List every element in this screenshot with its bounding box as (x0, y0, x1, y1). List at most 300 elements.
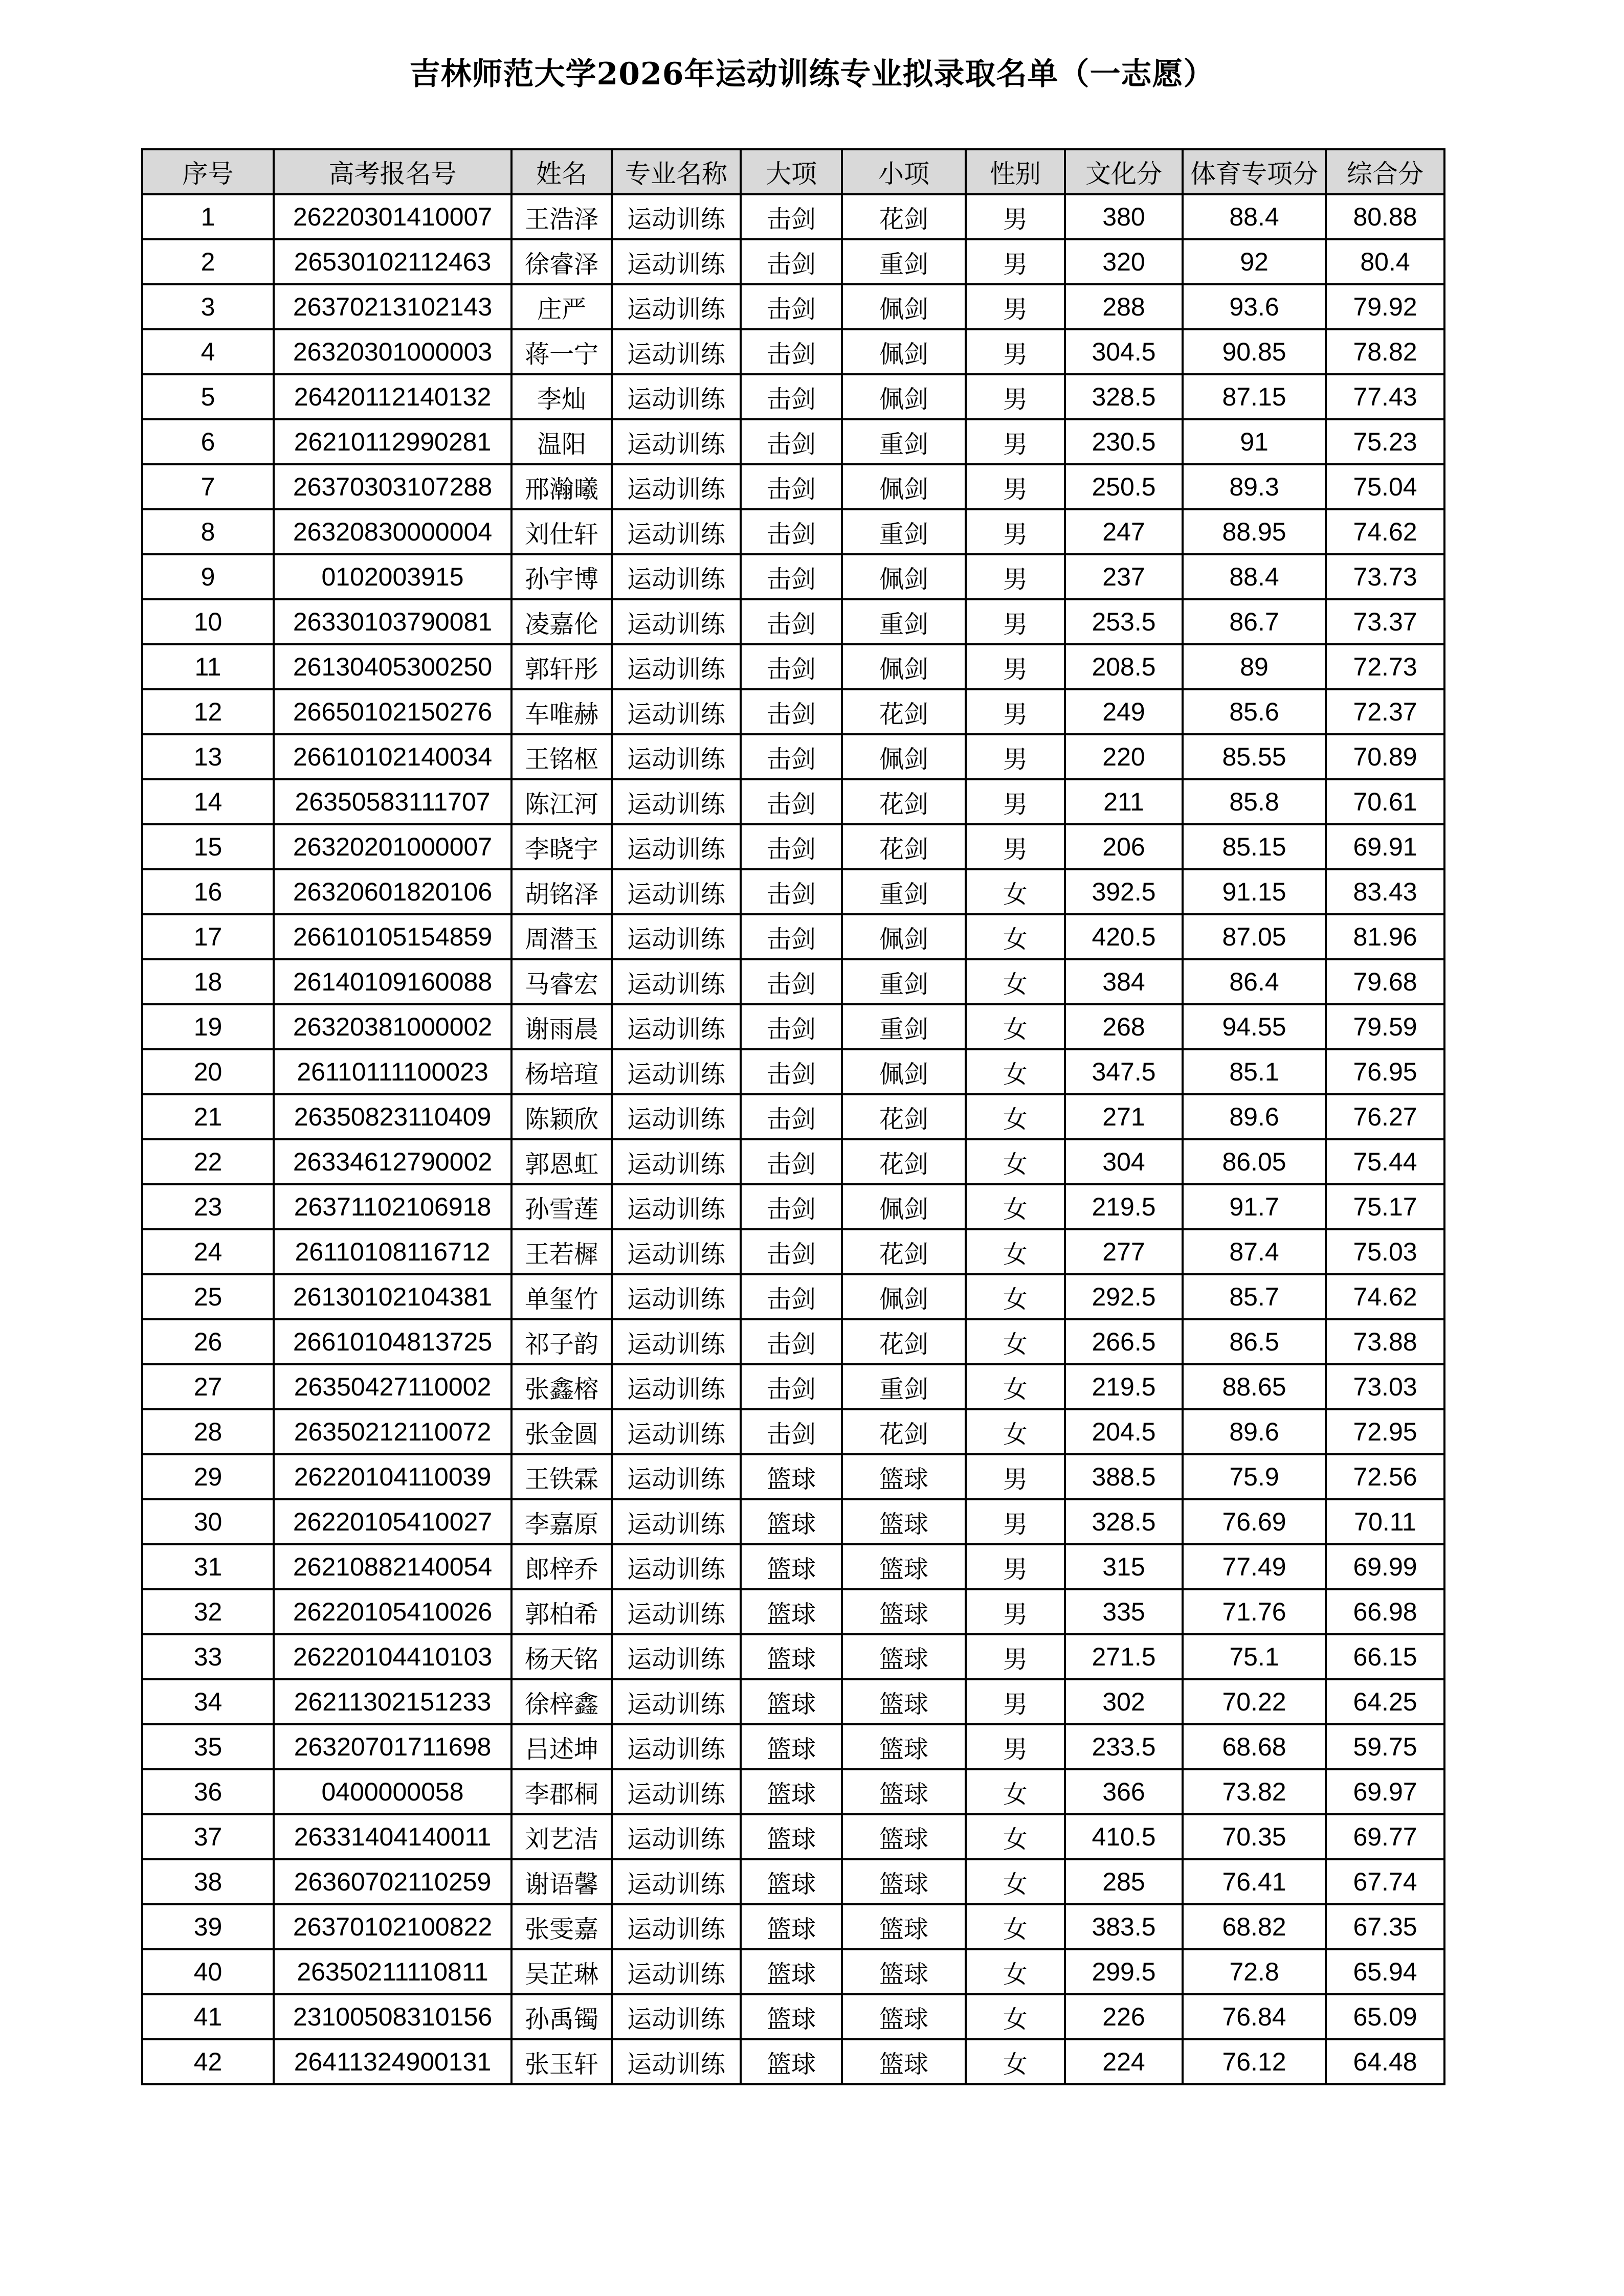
cell-subcategory: 篮球 (842, 1904, 966, 1949)
cell-exam-id: 26130405300250 (274, 644, 511, 689)
cell-total-score: 76.95 (1326, 1049, 1444, 1094)
cell-subcategory: 重剑 (842, 509, 966, 554)
cell-subcategory: 花剑 (842, 1319, 966, 1364)
cell-sport-score: 91.7 (1183, 1184, 1326, 1229)
table-row (142, 509, 1444, 554)
cell-name: 杨培瑄 (511, 1049, 612, 1094)
cell-category: 击剑 (741, 869, 842, 914)
table-row (142, 1994, 1444, 2039)
cell-category: 击剑 (741, 554, 842, 599)
cell-culture-score: 237 (1065, 554, 1183, 599)
cell-gender: 男 (966, 329, 1065, 374)
cell-culture-score: 384 (1065, 959, 1183, 1004)
cell-name: 郎梓乔 (511, 1544, 612, 1589)
header-col-seq: 序号 (142, 149, 274, 194)
cell-sport-score: 72.8 (1183, 1949, 1326, 1994)
cell-total-score: 66.15 (1326, 1634, 1444, 1679)
cell-culture-score: 206 (1065, 824, 1183, 869)
cell-total-score: 73.03 (1326, 1364, 1444, 1409)
cell-major: 运动训练 (612, 734, 741, 779)
cell-category: 击剑 (741, 284, 842, 329)
cell-major: 运动训练 (612, 1049, 741, 1094)
table-body (142, 194, 1444, 2084)
header-row (142, 149, 1444, 194)
cell-culture-score: 249 (1065, 689, 1183, 734)
cell-exam-id: 26610105154859 (274, 914, 511, 959)
cell-culture-score: 271 (1065, 1094, 1183, 1139)
cell-gender: 女 (966, 1904, 1065, 1949)
cell-major: 运动训练 (612, 284, 741, 329)
cell-category: 击剑 (741, 1274, 842, 1319)
cell-subcategory: 篮球 (842, 1724, 966, 1769)
cell-name: 单玺竹 (511, 1274, 612, 1319)
cell-sport-score: 85.15 (1183, 824, 1326, 869)
cell-subcategory: 重剑 (842, 1364, 966, 1409)
cell-major: 运动训练 (612, 1949, 741, 1994)
cell-seq: 32 (142, 1589, 274, 1634)
cell-exam-id: 26320301000003 (274, 329, 511, 374)
page-title: 吉林师范大学2026年运动训练专业拟录取名单（一志愿） (409, 56, 1215, 92)
cell-total-score: 70.11 (1326, 1499, 1444, 1544)
cell-sport-score: 85.1 (1183, 1049, 1326, 1094)
header-col-gender: 性别 (966, 149, 1065, 194)
cell-category: 击剑 (741, 644, 842, 689)
header-col-category: 大项 (741, 149, 842, 194)
cell-exam-id: 26331404140011 (274, 1814, 511, 1859)
cell-seq: 9 (142, 554, 274, 599)
cell-category: 篮球 (741, 1499, 842, 1544)
cell-category: 击剑 (741, 1229, 842, 1274)
table-row (142, 194, 1444, 239)
cell-seq: 19 (142, 1004, 274, 1049)
cell-subcategory: 佩剑 (842, 914, 966, 959)
cell-major: 运动训练 (612, 1184, 741, 1229)
cell-culture-score: 204.5 (1065, 1409, 1183, 1454)
cell-sport-score: 88.65 (1183, 1364, 1326, 1409)
table-row (142, 689, 1444, 734)
cell-sport-score: 86.4 (1183, 959, 1326, 1004)
cell-seq: 12 (142, 689, 274, 734)
cell-culture-score: 247 (1065, 509, 1183, 554)
cell-subcategory: 花剑 (842, 779, 966, 824)
cell-seq: 17 (142, 914, 274, 959)
cell-gender: 女 (966, 1139, 1065, 1184)
cell-major: 运动训练 (612, 2039, 741, 2084)
table-row (142, 1949, 1444, 1994)
cell-exam-id: 26210112990281 (274, 419, 511, 464)
table-row (142, 1364, 1444, 1409)
table-row (142, 1859, 1444, 1904)
cell-subcategory: 佩剑 (842, 374, 966, 419)
cell-exam-id: 26220301410007 (274, 194, 511, 239)
cell-gender: 男 (966, 779, 1065, 824)
table-row (142, 1589, 1444, 1634)
cell-total-score: 70.89 (1326, 734, 1444, 779)
cell-gender: 男 (966, 1634, 1065, 1679)
cell-sport-score: 85.7 (1183, 1274, 1326, 1319)
cell-subcategory: 重剑 (842, 239, 966, 284)
cell-major: 运动训练 (612, 374, 741, 419)
cell-subcategory: 篮球 (842, 1634, 966, 1679)
cell-name: 周潜玉 (511, 914, 612, 959)
cell-category: 篮球 (741, 1589, 842, 1634)
table-row (142, 1544, 1444, 1589)
cell-name: 孙禹镯 (511, 1994, 612, 2039)
cell-category: 篮球 (741, 1949, 842, 1994)
cell-subcategory: 篮球 (842, 1499, 966, 1544)
cell-subcategory: 篮球 (842, 1769, 966, 1814)
cell-seq: 11 (142, 644, 274, 689)
cell-subcategory: 重剑 (842, 599, 966, 644)
cell-name: 陈江河 (511, 779, 612, 824)
cell-major: 运动训练 (612, 1679, 741, 1724)
cell-name: 邢瀚曦 (511, 464, 612, 509)
cell-name: 车唯赫 (511, 689, 612, 734)
table-row (142, 1139, 1444, 1184)
cell-name: 郭轩彤 (511, 644, 612, 689)
cell-sport-score: 71.76 (1183, 1589, 1326, 1634)
cell-culture-score: 299.5 (1065, 1949, 1183, 1994)
cell-category: 击剑 (741, 959, 842, 1004)
cell-culture-score: 230.5 (1065, 419, 1183, 464)
cell-name: 李晓宇 (511, 824, 612, 869)
cell-sport-score: 86.5 (1183, 1319, 1326, 1364)
cell-total-score: 72.37 (1326, 689, 1444, 734)
cell-exam-id: 26334612790002 (274, 1139, 511, 1184)
cell-seq: 20 (142, 1049, 274, 1094)
cell-exam-id: 26140109160088 (274, 959, 511, 1004)
cell-culture-score: 208.5 (1065, 644, 1183, 689)
cell-exam-id: 26220104410103 (274, 1634, 511, 1679)
cell-culture-score: 219.5 (1065, 1364, 1183, 1409)
cell-seq: 3 (142, 284, 274, 329)
cell-category: 篮球 (741, 1679, 842, 1724)
table-row (142, 1049, 1444, 1094)
cell-total-score: 59.75 (1326, 1724, 1444, 1769)
cell-major: 运动训练 (612, 1319, 741, 1364)
cell-major: 运动训练 (612, 1544, 741, 1589)
cell-culture-score: 219.5 (1065, 1184, 1183, 1229)
cell-sport-score: 87.15 (1183, 374, 1326, 419)
cell-exam-id: 26360702110259 (274, 1859, 511, 1904)
cell-name: 温阳 (511, 419, 612, 464)
cell-seq: 27 (142, 1364, 274, 1409)
cell-total-score: 78.82 (1326, 329, 1444, 374)
cell-sport-score: 77.49 (1183, 1544, 1326, 1589)
cell-exam-id: 26320381000002 (274, 1004, 511, 1049)
cell-name: 蒋一宁 (511, 329, 612, 374)
cell-exam-id: 26350823110409 (274, 1094, 511, 1139)
cell-category: 篮球 (741, 1544, 842, 1589)
cell-culture-score: 271.5 (1065, 1634, 1183, 1679)
header-col-culture-score: 文化分 (1065, 149, 1183, 194)
cell-subcategory: 篮球 (842, 1679, 966, 1724)
cell-name: 李嘉原 (511, 1499, 612, 1544)
cell-gender: 女 (966, 1769, 1065, 1814)
cell-category: 击剑 (741, 734, 842, 779)
cell-exam-id: 26320701711698 (274, 1724, 511, 1769)
cell-seq: 36 (142, 1769, 274, 1814)
header-col-major: 专业名称 (612, 149, 741, 194)
cell-culture-score: 253.5 (1065, 599, 1183, 644)
cell-name: 谢雨晨 (511, 1004, 612, 1049)
cell-seq: 40 (142, 1949, 274, 1994)
cell-sport-score: 76.69 (1183, 1499, 1326, 1544)
table-row (142, 419, 1444, 464)
cell-name: 张玉轩 (511, 2039, 612, 2084)
cell-exam-id: 26350583111707 (274, 779, 511, 824)
cell-gender: 男 (966, 419, 1065, 464)
table-row (142, 644, 1444, 689)
cell-gender: 女 (966, 1049, 1065, 1094)
cell-subcategory: 佩剑 (842, 734, 966, 779)
cell-name: 徐睿泽 (511, 239, 612, 284)
cell-subcategory: 佩剑 (842, 1274, 966, 1319)
cell-category: 击剑 (741, 1139, 842, 1184)
cell-seq: 13 (142, 734, 274, 779)
cell-sport-score: 86.05 (1183, 1139, 1326, 1184)
cell-major: 运动训练 (612, 509, 741, 554)
table-row (142, 869, 1444, 914)
cell-culture-score: 380 (1065, 194, 1183, 239)
cell-sport-score: 93.6 (1183, 284, 1326, 329)
cell-seq: 22 (142, 1139, 274, 1184)
table-row (142, 1229, 1444, 1274)
cell-culture-score: 233.5 (1065, 1724, 1183, 1769)
cell-subcategory: 佩剑 (842, 329, 966, 374)
table-row (142, 1184, 1444, 1229)
cell-category: 击剑 (741, 599, 842, 644)
cell-gender: 女 (966, 1004, 1065, 1049)
cell-category: 击剑 (741, 1004, 842, 1049)
table-row (142, 1274, 1444, 1319)
cell-seq: 33 (142, 1634, 274, 1679)
cell-gender: 男 (966, 374, 1065, 419)
cell-gender: 女 (966, 1184, 1065, 1229)
cell-major: 运动训练 (612, 1004, 741, 1049)
cell-sport-score: 90.85 (1183, 329, 1326, 374)
cell-name: 李灿 (511, 374, 612, 419)
cell-subcategory: 篮球 (842, 1994, 966, 2039)
cell-gender: 男 (966, 509, 1065, 554)
cell-category: 篮球 (741, 1994, 842, 2039)
cell-name: 徐梓鑫 (511, 1679, 612, 1724)
cell-total-score: 80.88 (1326, 194, 1444, 239)
cell-subcategory: 重剑 (842, 959, 966, 1004)
cell-gender: 女 (966, 1859, 1065, 1904)
cell-sport-score: 91.15 (1183, 869, 1326, 914)
cell-category: 篮球 (741, 1634, 842, 1679)
table-row (142, 554, 1444, 599)
cell-seq: 35 (142, 1724, 274, 1769)
cell-category: 篮球 (741, 1904, 842, 1949)
cell-major: 运动训练 (612, 1499, 741, 1544)
cell-culture-score: 383.5 (1065, 1904, 1183, 1949)
cell-name: 张雯嘉 (511, 1904, 612, 1949)
cell-culture-score: 266.5 (1065, 1319, 1183, 1364)
cell-culture-score: 211 (1065, 779, 1183, 824)
cell-seq: 6 (142, 419, 274, 464)
cell-sport-score: 88.95 (1183, 509, 1326, 554)
cell-exam-id: 26370213102143 (274, 284, 511, 329)
cell-subcategory: 佩剑 (842, 554, 966, 599)
cell-gender: 女 (966, 2039, 1065, 2084)
table-row (142, 464, 1444, 509)
cell-total-score: 75.04 (1326, 464, 1444, 509)
cell-category: 击剑 (741, 1409, 842, 1454)
cell-exam-id: 26320601820106 (274, 869, 511, 914)
cell-exam-id: 26610102140034 (274, 734, 511, 779)
cell-exam-id: 26210882140054 (274, 1544, 511, 1589)
cell-exam-id: 26220105410027 (274, 1499, 511, 1544)
table-row (142, 1499, 1444, 1544)
cell-total-score: 75.03 (1326, 1229, 1444, 1274)
cell-total-score: 81.96 (1326, 914, 1444, 959)
cell-name: 李郡桐 (511, 1769, 612, 1814)
cell-category: 击剑 (741, 329, 842, 374)
cell-gender: 女 (966, 1319, 1065, 1364)
cell-name: 吕述坤 (511, 1724, 612, 1769)
cell-culture-score: 292.5 (1065, 1274, 1183, 1319)
cell-total-score: 65.94 (1326, 1949, 1444, 1994)
cell-culture-score: 226 (1065, 1994, 1183, 2039)
cell-culture-score: 328.5 (1065, 1499, 1183, 1544)
cell-category: 篮球 (741, 1814, 842, 1859)
cell-name: 胡铭泽 (511, 869, 612, 914)
cell-category: 击剑 (741, 824, 842, 869)
cell-seq: 5 (142, 374, 274, 419)
cell-name: 王铭枢 (511, 734, 612, 779)
cell-name: 郭柏希 (511, 1589, 612, 1634)
cell-sport-score: 68.82 (1183, 1904, 1326, 1949)
table-row (142, 1094, 1444, 1139)
cell-subcategory: 花剑 (842, 824, 966, 869)
cell-category: 击剑 (741, 1319, 842, 1364)
admission-table (141, 148, 1445, 2085)
cell-major: 运动训练 (612, 1364, 741, 1409)
cell-total-score: 76.27 (1326, 1094, 1444, 1139)
cell-exam-id: 26411324900131 (274, 2039, 511, 2084)
cell-total-score: 74.62 (1326, 1274, 1444, 1319)
cell-exam-id: 23100508310156 (274, 1994, 511, 2039)
cell-major: 运动训练 (612, 1904, 741, 1949)
cell-culture-score: 410.5 (1065, 1814, 1183, 1859)
cell-seq: 10 (142, 599, 274, 644)
cell-sport-score: 87.4 (1183, 1229, 1326, 1274)
cell-culture-score: 420.5 (1065, 914, 1183, 959)
cell-name: 凌嘉伦 (511, 599, 612, 644)
cell-culture-score: 250.5 (1065, 464, 1183, 509)
cell-category: 击剑 (741, 1364, 842, 1409)
cell-major: 运动训练 (612, 914, 741, 959)
header-col-name: 姓名 (511, 149, 612, 194)
cell-seq: 23 (142, 1184, 274, 1229)
cell-gender: 男 (966, 644, 1065, 689)
cell-total-score: 73.73 (1326, 554, 1444, 599)
cell-culture-score: 347.5 (1065, 1049, 1183, 1094)
header-col-total-score: 综合分 (1326, 149, 1444, 194)
cell-seq: 2 (142, 239, 274, 284)
cell-category: 篮球 (741, 1724, 842, 1769)
cell-seq: 31 (142, 1544, 274, 1589)
cell-exam-id: 26650102150276 (274, 689, 511, 734)
table-row (142, 914, 1444, 959)
cell-exam-id: 26370102100822 (274, 1904, 511, 1949)
cell-major: 运动训练 (612, 689, 741, 734)
cell-sport-score: 92 (1183, 239, 1326, 284)
header-col-exam-id: 高考报名号 (274, 149, 511, 194)
cell-gender: 女 (966, 1094, 1065, 1139)
cell-subcategory: 花剑 (842, 1139, 966, 1184)
cell-culture-score: 277 (1065, 1229, 1183, 1274)
cell-exam-id: 26371102106918 (274, 1184, 511, 1229)
cell-culture-score: 288 (1065, 284, 1183, 329)
table-row (142, 734, 1444, 779)
cell-name: 吴芷琳 (511, 1949, 612, 1994)
cell-sport-score: 85.8 (1183, 779, 1326, 824)
cell-culture-score: 320 (1065, 239, 1183, 284)
table-row (142, 779, 1444, 824)
cell-name: 庄严 (511, 284, 612, 329)
cell-culture-score: 315 (1065, 1544, 1183, 1589)
cell-gender: 女 (966, 914, 1065, 959)
cell-gender: 男 (966, 1724, 1065, 1769)
cell-seq: 30 (142, 1499, 274, 1544)
cell-total-score: 69.91 (1326, 824, 1444, 869)
cell-exam-id: 26130102104381 (274, 1274, 511, 1319)
cell-gender: 男 (966, 284, 1065, 329)
cell-category: 击剑 (741, 1184, 842, 1229)
header-col-subcategory: 小项 (842, 149, 966, 194)
cell-gender: 男 (966, 599, 1065, 644)
cell-subcategory: 篮球 (842, 1544, 966, 1589)
table-row (142, 824, 1444, 869)
cell-culture-score: 224 (1065, 2039, 1183, 2084)
cell-gender: 男 (966, 1499, 1065, 1544)
cell-major: 运动训练 (612, 1274, 741, 1319)
table-row (142, 1004, 1444, 1049)
cell-sport-score: 89.6 (1183, 1409, 1326, 1454)
table-row (142, 1679, 1444, 1724)
cell-sport-score: 89 (1183, 644, 1326, 689)
table-row (142, 959, 1444, 1004)
cell-seq: 1 (142, 194, 274, 239)
cell-total-score: 67.35 (1326, 1904, 1444, 1949)
cell-gender: 女 (966, 959, 1065, 1004)
cell-name: 刘仕轩 (511, 509, 612, 554)
cell-seq: 24 (142, 1229, 274, 1274)
cell-total-score: 74.62 (1326, 509, 1444, 554)
cell-category: 击剑 (741, 914, 842, 959)
cell-total-score: 64.48 (1326, 2039, 1444, 2084)
cell-gender: 男 (966, 689, 1065, 734)
cell-category: 篮球 (741, 1859, 842, 1904)
cell-sport-score: 91 (1183, 419, 1326, 464)
cell-sport-score: 85.55 (1183, 734, 1326, 779)
cell-gender: 男 (966, 1454, 1065, 1499)
cell-total-score: 69.77 (1326, 1814, 1444, 1859)
cell-major: 运动训练 (612, 824, 741, 869)
cell-sport-score: 88.4 (1183, 554, 1326, 599)
table-header (142, 149, 1444, 194)
cell-subcategory: 篮球 (842, 1859, 966, 1904)
cell-exam-id: 26320201000007 (274, 824, 511, 869)
cell-culture-score: 328.5 (1065, 374, 1183, 419)
cell-culture-score: 388.5 (1065, 1454, 1183, 1499)
cell-sport-score: 87.05 (1183, 914, 1326, 959)
table-row (142, 239, 1444, 284)
cell-total-score: 75.44 (1326, 1139, 1444, 1184)
